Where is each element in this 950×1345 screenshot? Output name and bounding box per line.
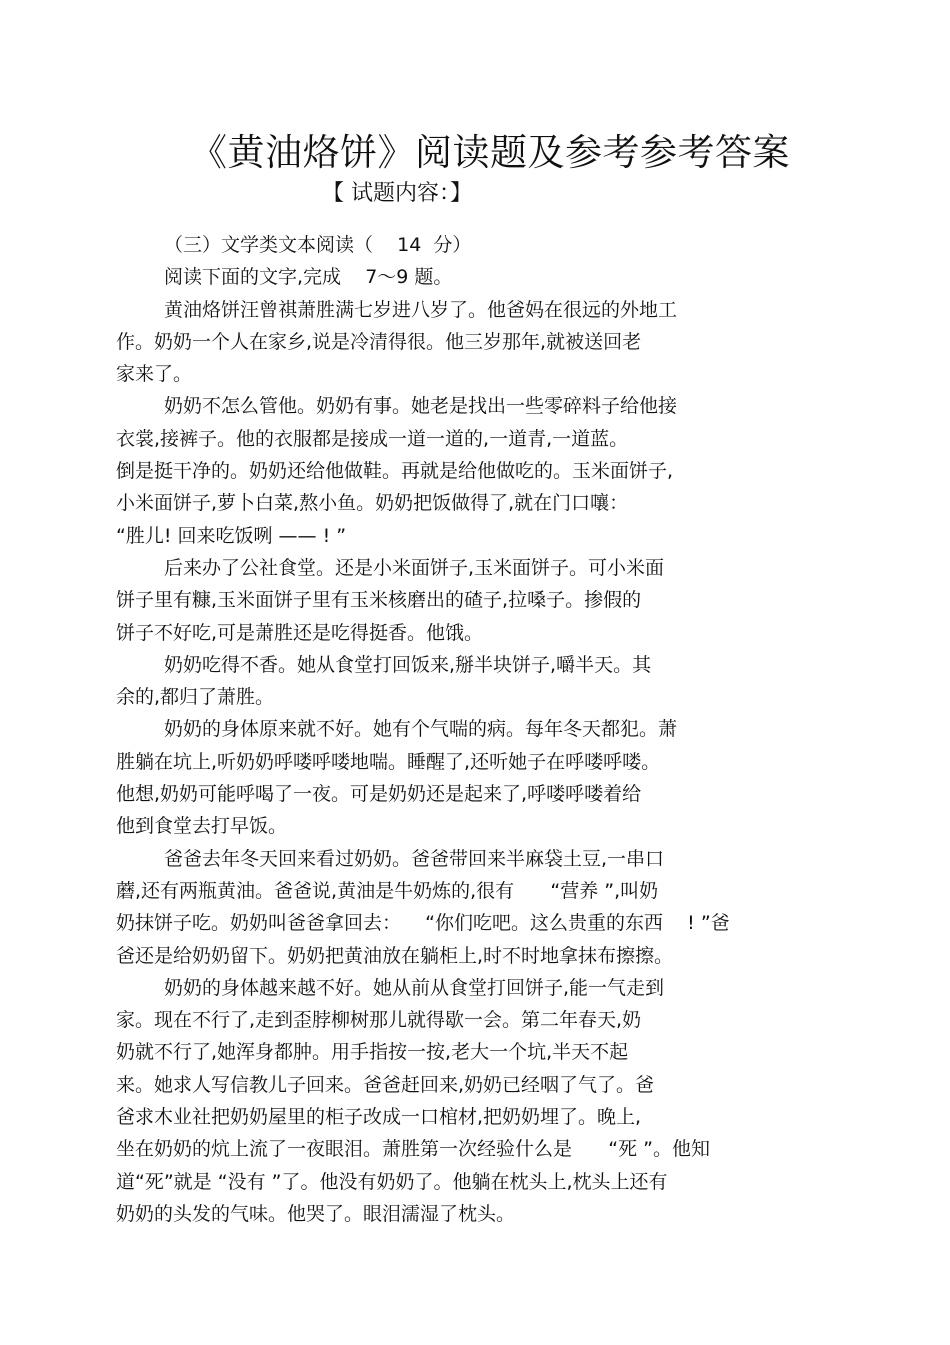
- text-line: 爸还是给奶奶留下。奶奶把黄油放在躺柜上,时不时地拿抹布擦擦。: [116, 944, 674, 967]
- text-line: 小米面饼子,萝卜白菜,熬小鱼。奶奶把饭做得了,就在门口嚷：: [116, 492, 629, 515]
- text-line: 饼子里有糠,玉米面饼子里有玉米核磨出的碴子,拉嗓子。掺假的: [116, 589, 642, 612]
- document-body: [116, 229, 816, 1230]
- text-line: 坐在奶奶的炕上流了一夜眼泪。萧胜第一次经验什么是 “死 ”。他知: [116, 1138, 710, 1161]
- text-line: 爸爸去年冬天回来看过奶奶。爸爸带回来半麻袋土豆,一串口: [164, 847, 665, 870]
- text-line: 阅读下面的文字,完成 7～9 题。: [164, 266, 453, 289]
- document-subtitle: 【 试题内容：】: [322, 181, 472, 206]
- text-line: 后来办了公社食堂。还是小米面饼子,玉米面饼子。可小米面: [164, 556, 665, 579]
- text-line: 饼子不好吃,可是萧胜还是吃得挺香。他饿。: [116, 621, 484, 644]
- text-line: 奶奶的身体原来就不好。她有个气喘的病。每年冬天都犯。萧: [164, 718, 678, 741]
- text-line: 奶就不行了,她浑身都肿。用手指按一按,老大一个坑,半天不起: [116, 1041, 629, 1064]
- text-line: 奶奶的头发的气味。他哭了。眼泪濡湿了枕头。: [116, 1202, 516, 1225]
- text-line: （三）文学类文本阅读（ 14 分）: [164, 234, 472, 256]
- text-line: 奶奶吃得不香。她从食堂打回饭来,掰半块饼子,嚼半天。其: [164, 653, 652, 676]
- text-line: 爸求木业社把奶奶屋里的柜子改成一口棺材,把奶奶埋了。晚上,: [116, 1106, 642, 1129]
- text-line: 黄油烙饼汪曾祺萧胜满七岁进八岁了。他爸妈在很远的外地工: [164, 298, 678, 321]
- text-line: “胜儿! 回来吃饭咧 —— ! ”: [116, 524, 347, 547]
- text-line: 余的,都归了萧胜。: [116, 686, 275, 709]
- text-line: 倒是挺干净的。奶奶还给他做鞋。再就是给他做吃的。玉米面饼子,: [116, 460, 674, 483]
- text-line: 家。现在不行了,走到歪脖柳树那儿就得歇一会。第二年春天,奶: [116, 1009, 642, 1032]
- text-line: 家来了。: [116, 363, 193, 386]
- text-line: 道“死”就是 “没有 ”了。他没有奶奶了。他躺在枕头上,枕头上还有: [116, 1170, 668, 1193]
- text-line: 奶奶的身体越来越不好。她从前从食堂打回饼子,能一气走到: [164, 976, 665, 999]
- text-line: 他想,奶奶可能呼喝了一夜。可是奶奶还是起来了,呼喽呼喽着给: [116, 783, 642, 806]
- text-line: 奶奶不怎么管他。奶奶有事。她老是找出一些零碎料子给他接: [164, 395, 678, 418]
- text-line: 衣裳,接裤子。他的衣服都是接成一道一道的,一道青,一道蓝。: [116, 427, 629, 450]
- text-line: 胜躺在坑上,听奶奶呼喽呼喽地喘。睡醒了,还听她子在呼喽呼喽。: [116, 750, 661, 773]
- document-title: 《黄油烙饼》阅读题及参考参考答案: [190, 131, 790, 174]
- text-line: 他到食堂去打早饭。: [116, 815, 288, 838]
- text-line: 作。奶奶一个人在家乡,说是冷清得很。他三岁那年,就被送回老: [116, 330, 642, 353]
- text-line: 奶抹饼子吃。奶奶叫爸爸拿回去： “你们吃吧。这么贵重的东西 ! ”爸: [116, 912, 730, 935]
- text-line: 来。她求人写信教儿子回来。爸爸赶回来,奶奶已经咽了气了。爸: [116, 1073, 655, 1096]
- text-line: 蘑,还有两瓶黄油。爸爸说,黄油是牛奶炼的,很有 “营养 ”,叫奶: [116, 879, 659, 902]
